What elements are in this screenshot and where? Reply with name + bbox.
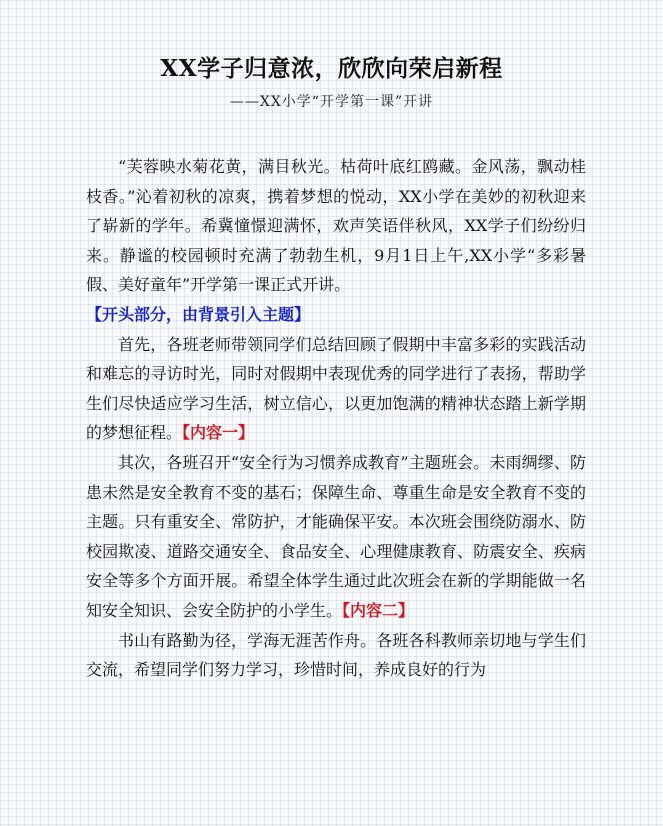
annotation-content-one: 【内容一】 [182, 423, 255, 443]
annotation-opening: 【开头部分，由背景引入主题】 [86, 304, 311, 324]
paragraph-intro-text: “芙蓉映水菊花黄，满目秋光。枯荷叶底红鸥藏。金风荡，飘动桂枝香。”沁着初秋的凉爽，携着梦想的悦动，XX小学在美妙的初秋迎来了崭新的学年。希冀憧憬迎满怀，欢声笑语伴秋风，XX学子们纷纷归来。静谧的校园顿时充满了勃勃生机，9月1日上午,XX小学“多彩暑假、美好童年”开学第一课正式开讲。 [86, 157, 586, 295]
paragraph-content-two-text: 其次，各班召开“安全行为习惯养成教育”主题班会。未雨绸缪、防患未然是安全教育不变的基石；保障生命、尊重生命是安全教育不变的主题。只有重安全、常防护，才能确保平安。本次班会围绕防溺水、防校园欺凌、道路交通安全、食品安全、心理健康教育、防震安全、疾病安全等多个方面开展。希望全体学生通过此次班会在新的学期能做一名知安全知识、会安全防护的小学生。 [86, 452, 586, 620]
document-body [86, 152, 586, 685]
document-subtitle: ——XX小学“开学第一课”开讲 [229, 94, 434, 110]
paragraph-content-one-text: 首先，各班老师带领同学们总结回顾了假期中丰富多彩的实践活动和难忘的寻访时光，同时对假期中表现优秀的同学进行了表扬，帮助学生们尽快适应学习生活，树立信心，以更加饱满的精神状态踏上新学期的梦想征程。 [86, 334, 586, 443]
paragraph-content-one [86, 330, 586, 448]
paragraph-intro [86, 152, 586, 300]
paragraph-content-two [86, 448, 586, 626]
document-title: XX学子归意浓，欣欣向荣启新程 [160, 55, 503, 82]
paragraph-content-three [86, 626, 586, 685]
paragraph-content-three-text: 书山有路勤为径，学海无涯苦作舟。各班各科教师亲切地与学生们交流，希望同学们努力学习，珍惜时间，养成良好的行为 [86, 630, 586, 680]
annotation-content-two: 【内容二】 [342, 600, 415, 620]
